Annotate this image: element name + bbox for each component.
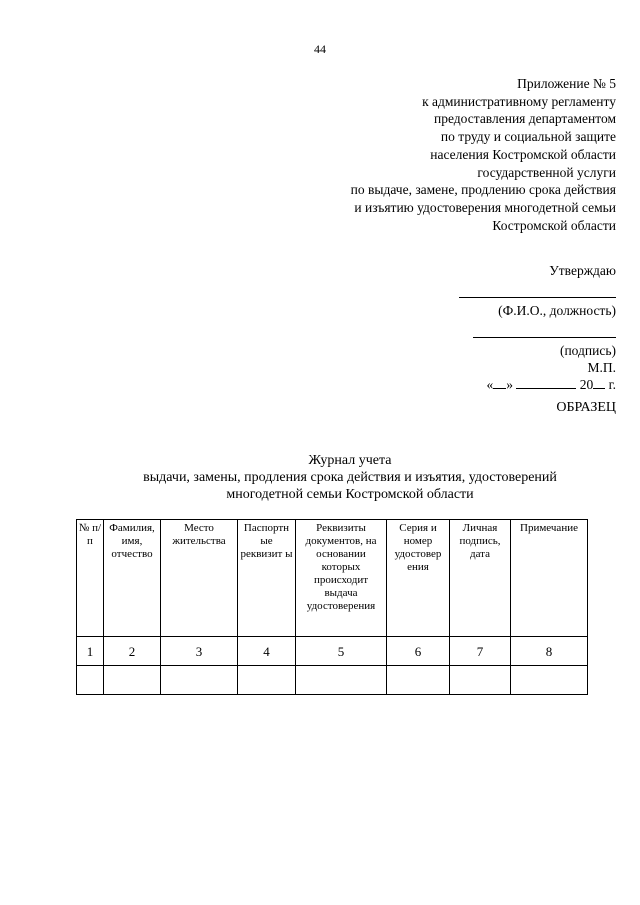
date-year-suffix: г. [608,377,616,392]
signature-caption: (подпись) [559,343,616,358]
signature-line [473,336,616,338]
column-header: Фамилия, имя, отчество [104,520,161,637]
table-cell [77,666,104,695]
journal-title-line: Журнал учета [308,453,392,468]
annex-header [351,75,616,234]
day-blank [493,387,506,389]
column-header: Место жительства [161,520,238,637]
column-number: 3 [161,637,238,666]
annex-line: к административному регламенту [422,93,616,109]
table-row [77,666,588,695]
column-header: Реквизиты документов, на основании которых происходит выдача удостоверения [296,520,387,637]
column-header: Паспортн ые реквизит ы [238,520,296,637]
column-number: 7 [450,637,511,666]
column-number: 2 [104,637,161,666]
month-blank [516,387,576,389]
date-open-quote: « [486,377,494,392]
annex-line: Приложение № 5 [517,76,616,91]
column-header: Личная подпись, дата [450,520,511,637]
column-header: Серия и номер удостовер ения [387,520,450,637]
annex-line: предоставления департаментом [434,111,616,127]
journal-title-line: выдачи, замены, продления срока действия и изъятия, удостоверений [143,470,557,485]
column-number: 8 [511,637,588,666]
name-position-caption: (Ф.И.О., должность) [498,303,616,318]
journal-title [60,452,640,503]
annex-line: Костромской области [492,217,616,233]
journal-title-line: многодетной семьи Костромской области [226,487,474,502]
journal-table [76,519,588,695]
table-header-row [77,520,588,637]
column-number: 5 [296,637,387,666]
name-position-line [459,296,616,298]
column-header: Примечание [511,520,588,637]
annex-line: по выдаче, замене, продлению срока действия [350,182,616,198]
annex-line: населения Костромской области [430,146,616,162]
table-cell [450,666,511,695]
date-close-quote: » [506,377,513,392]
annex-line: и изъятию удостоверения многодетной семьи [354,199,616,215]
table-cell [296,666,387,695]
sample-label: ОБРАЗЕЦ [556,400,616,415]
column-number-row [77,637,588,666]
annex-line: по труду и социальной защите [440,129,616,145]
column-header: № п/п [77,520,104,637]
date-year-prefix: 20 [579,377,594,392]
year-blank [593,387,605,389]
table-cell [387,666,450,695]
table-cell [238,666,296,695]
approval-block [416,262,616,393]
column-number: 1 [77,637,104,666]
column-number: 4 [238,637,296,666]
page-number: 44 [314,42,326,56]
date-line [416,376,616,393]
annex-line: государственной услуги [477,164,616,180]
column-number: 6 [387,637,450,666]
table-cell [104,666,161,695]
table-cell [161,666,238,695]
table-cell [511,666,588,695]
approve-label: Утверждаю [549,263,616,278]
stamp-label: М.П. [587,360,616,375]
